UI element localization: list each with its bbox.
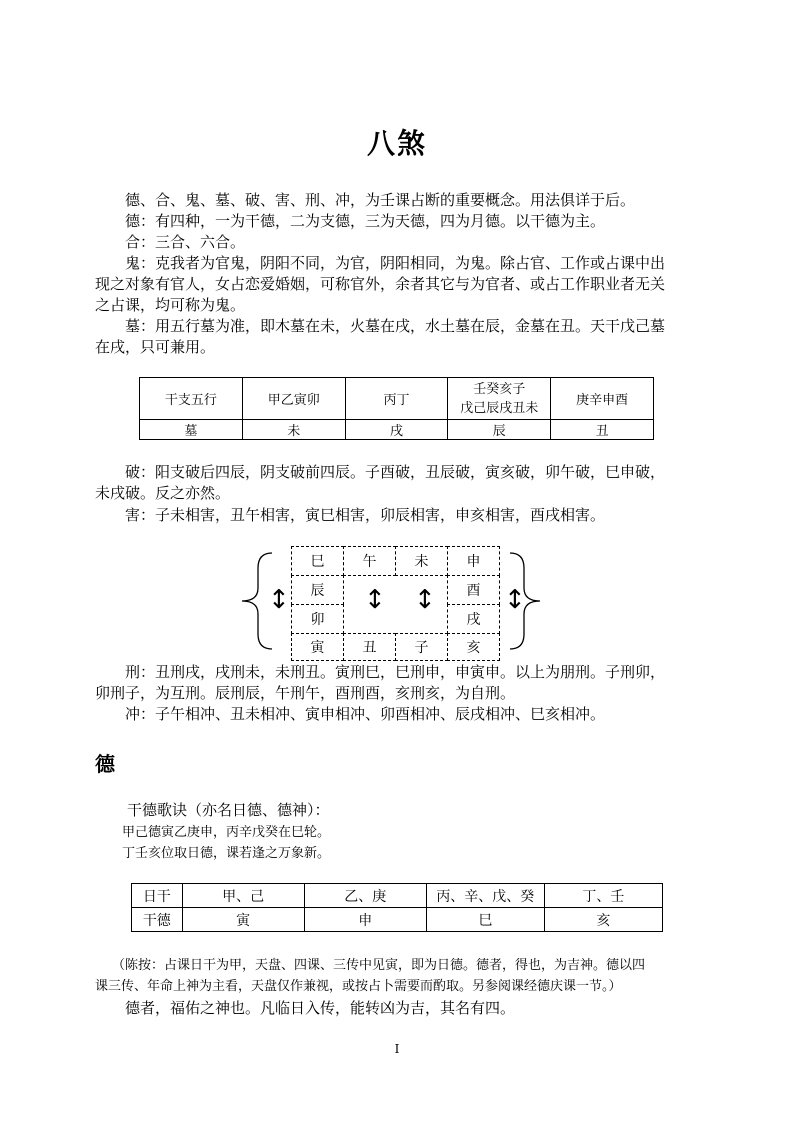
table-header-line: 戊己辰戌丑未: [460, 400, 539, 416]
branch-cell: 寅: [291, 633, 344, 661]
branch-cell: 巳: [291, 546, 344, 576]
intro-line: 墓：用五行墓为准，即木墓在未，火墓在戌，水土墓在辰，金墓在丑。天干戊己墓: [125, 317, 666, 335]
note-line: 课三传、年命上神为主看，天盘仅作兼视，或按占卜需要而酌取。另参阅课经德庆课一节。）: [95, 979, 622, 994]
table-cell: 寅: [182, 908, 304, 932]
table-cell: 丑: [551, 420, 654, 440]
table-header-cell: 日干: [132, 884, 183, 908]
table-cell: 戌: [345, 420, 448, 440]
branch-cell: 未: [395, 546, 448, 576]
table-header-cell: 丙、辛、戊、癸: [426, 884, 544, 908]
table-header-cell: 丙丁: [345, 378, 448, 420]
table-header-cell: 甲、己: [182, 884, 304, 908]
intro-line: 在戌，只可兼用。: [95, 338, 216, 356]
branch-cell: 午: [343, 546, 396, 576]
closing-line: 德者，福佑之神也。凡临日入传，能转凶为吉，其名有四。: [125, 999, 516, 1017]
xing-line: 卯刑子，为互刑。辰刑辰，午刑午，酉刑酉，亥刑亥，为自刑。: [95, 684, 516, 702]
intro-line: 之占课，均可称为鬼。: [95, 296, 246, 314]
po-line: 未戌破。反之亦然。: [95, 484, 231, 502]
table-cell: 干德: [132, 908, 183, 932]
up-down-arrow-icon: ↕: [414, 585, 436, 615]
table-header-cell: 庚辛申酉: [551, 378, 654, 420]
table-cell: 亥: [544, 908, 662, 932]
song-line: 甲己德寅乙庚申，丙辛戊癸在巳轮。: [122, 825, 331, 840]
section-heading: 德: [95, 752, 115, 776]
table-cell: 巳: [426, 908, 544, 932]
table-header-cell: 丁、壬: [544, 884, 662, 908]
up-down-arrow-icon: ↕: [504, 585, 526, 615]
branch-cell: 亥: [447, 633, 500, 661]
table-cell: 未: [242, 420, 345, 440]
branch-cell: 子: [395, 633, 448, 661]
up-down-arrow-icon: ↕: [268, 585, 290, 615]
xing-line: 刑：丑刑戌，戌刑未，未刑丑。寅刑巳，巳刑申，申寅申。以上为朋刑。子刑卯，: [125, 663, 666, 681]
song-title: 干德歌诀（亦名日德、德神）：: [127, 801, 330, 819]
page-title: 八煞: [366, 127, 427, 160]
table-cell: 辰: [448, 420, 551, 440]
table-cell: 申: [304, 908, 426, 932]
po-line: 破：阳支破后四辰，阴支破前四辰。子酉破，丑辰破，寅亥破，卯午破，巳申破，: [125, 463, 666, 481]
branch-cell: 酉: [447, 575, 500, 605]
song-line: 丁壬亥位取日德，课若逢之万象新。: [122, 846, 331, 861]
up-down-arrow-icon: ↕: [364, 585, 386, 615]
branch-cell: 卯: [291, 604, 344, 634]
branch-cell: 丑: [343, 633, 396, 661]
hai-line: 害：子未相害，丑午相害，寅巳相害，卯辰相害，申亥相害，酉戌相害。: [125, 506, 606, 524]
branch-cell: 戌: [447, 604, 500, 634]
table-header-cell: 干支五行: [140, 378, 243, 420]
tomb-table: [139, 377, 654, 440]
branch-cell: 辰: [291, 575, 344, 605]
table-header-cell: 甲乙寅卯: [242, 378, 345, 420]
gande-table: [131, 883, 663, 932]
intro-line: 德：有四种，一为干德，二为支德，三为天德，四为月德。以干德为主。: [125, 212, 606, 230]
table-header-cell: [448, 378, 551, 420]
note-line: （陈按：占课日干为甲，天盘、四课、三传中见寅，即为日德。德者，得也，为吉神。德以四: [112, 958, 646, 973]
intro-line: 合：三合、六合。: [125, 233, 246, 251]
page-number: I: [394, 1042, 400, 1056]
table-cell: 墓: [140, 420, 243, 440]
table-header-cell: 乙、庚: [304, 884, 426, 908]
branch-diagram: [238, 543, 544, 661]
table-header-line: 壬癸亥子: [473, 381, 526, 397]
branch-cell: 申: [447, 546, 500, 576]
intro-line: 德、合、鬼、墓、破、害、刑、冲，为壬课占断的重要概念。用法俱详于后。: [125, 191, 636, 209]
chong-line: 冲：子午相冲、丑未相冲、寅申相冲、卯酉相冲、辰戌相冲、巳亥相冲。: [125, 705, 606, 723]
intro-line: 鬼：克我者为官鬼，阴阳不同，为官，阴阳相同，为鬼。除占官、工作或占课中出: [125, 254, 666, 272]
intro-line: 现之对象有官人，女占恋爱婚姻，可称官外，余者其它与为官者、或占工作职业者无关: [95, 275, 666, 293]
